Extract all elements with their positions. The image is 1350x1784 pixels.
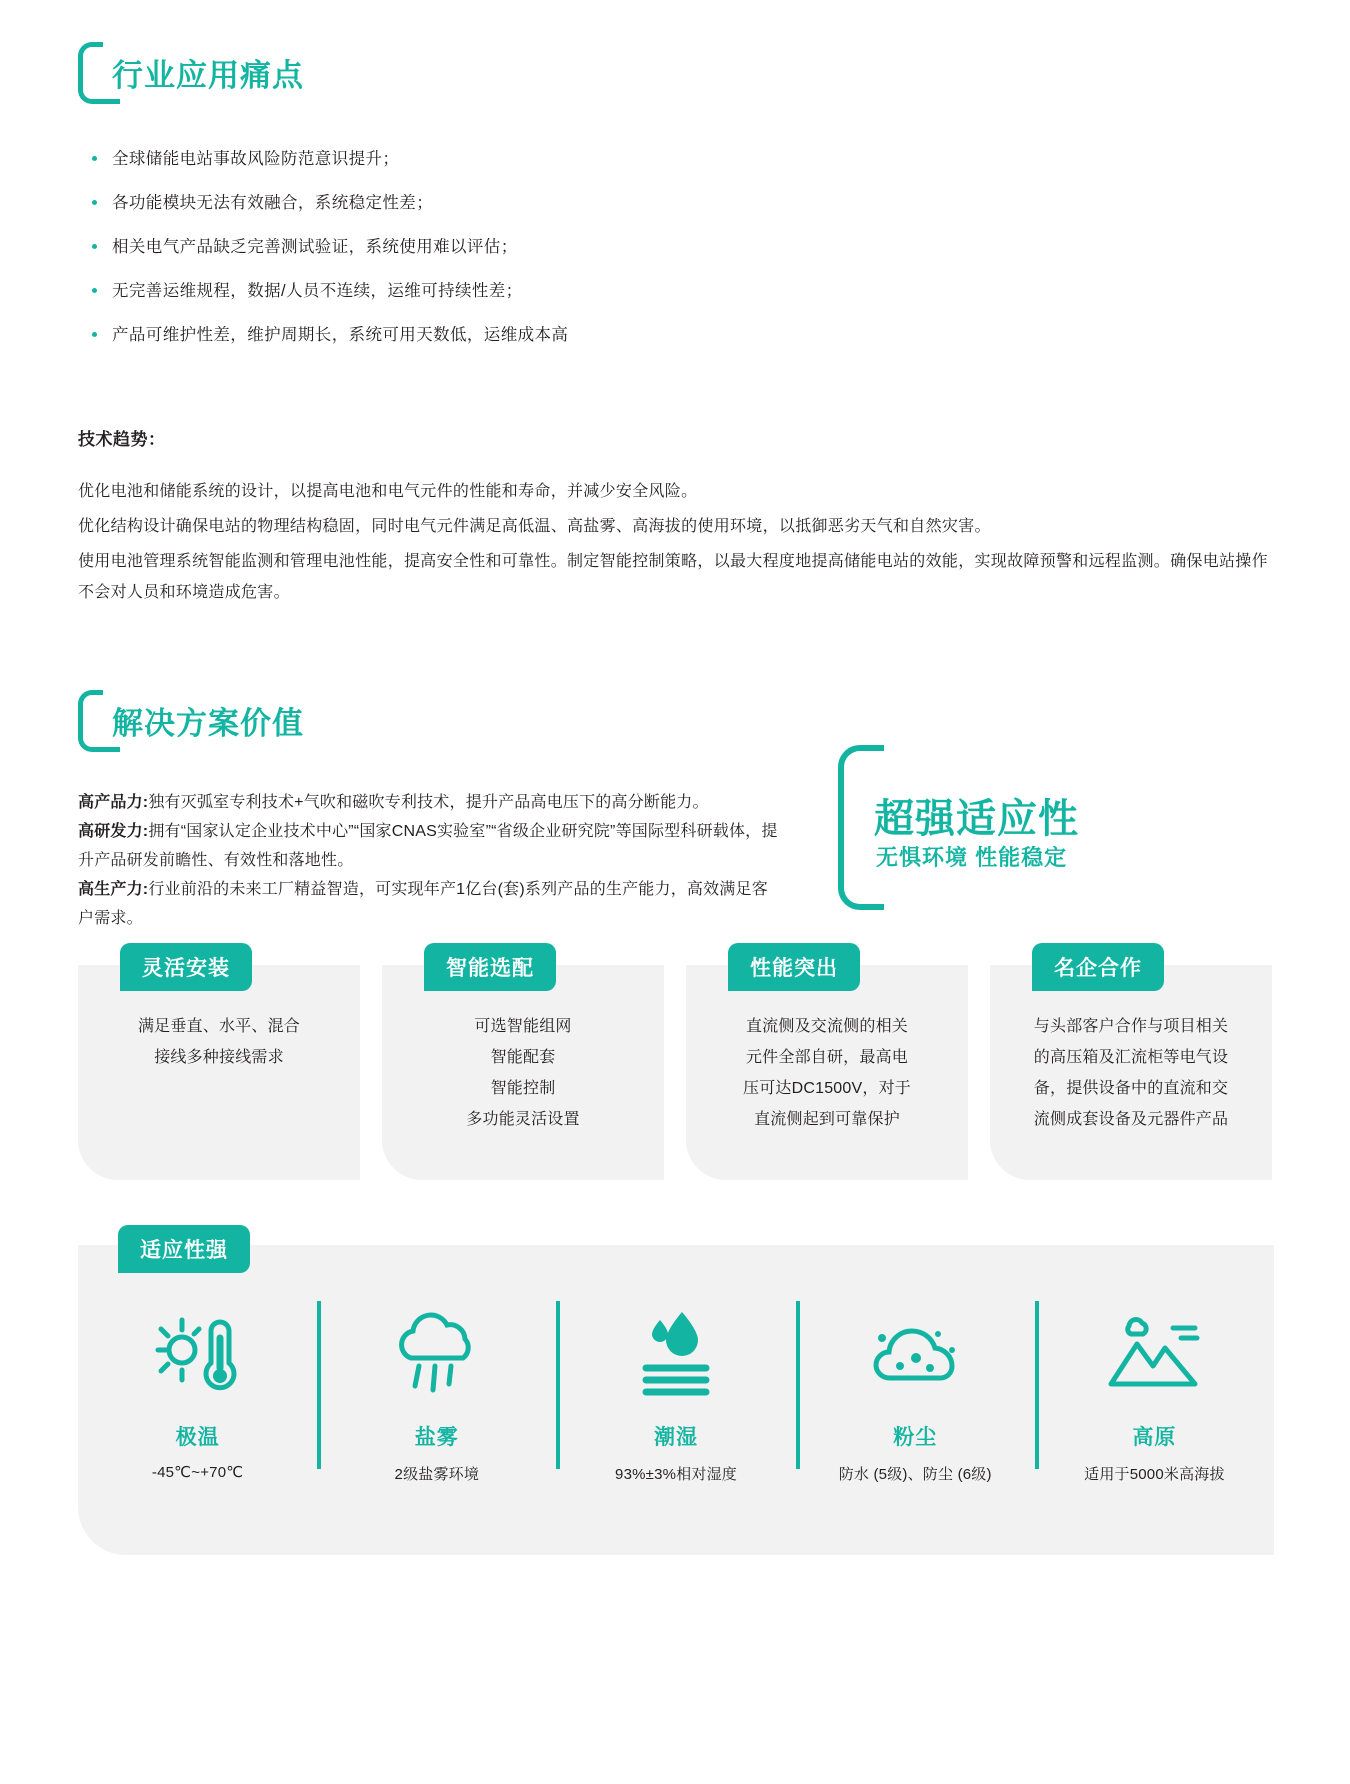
adaptability-item-row [78,1297,1274,1484]
tech-trend-section [78,425,1278,612]
section-title: 解决方案价值 [112,706,304,741]
feature-card-row [78,957,1274,1180]
feature-card-smart-options [382,957,664,1180]
feature-line: 可选智能组网 [474,1018,572,1035]
feature-line: 接线多种接线需求 [154,1049,284,1066]
feature-card-text [1012,1011,1250,1135]
section-title: 行业应用痛点 [112,58,304,93]
feature-line: 智能配套 [490,1049,556,1066]
super-adaptability-badge [838,745,1108,925]
list-item [88,236,1278,258]
feature-card-text [708,1011,946,1135]
solution-value-section [78,690,778,933]
tech-trend-title: 技术趋势： [78,430,166,449]
feature-line: 直流侧及交流侧的相关 [745,1018,908,1035]
feature-card-performance [686,957,968,1180]
adaptability-item-salt-fog [317,1297,556,1484]
adaptability-item-plateau [1035,1297,1274,1484]
pain-points-section [78,42,1278,368]
tech-trend-paragraph: 使用电池管理系统智能监测和管理电池性能，提高安全性和可靠性。制定智能控制策略，以最大程度地提高储能电站的效能，实现故障预警和远程监测。确保电站操作不会对人员和环境造成危害。 [78,553,1268,601]
list-item-text: 产品可维护性差，维护周期长，系统可用天数低，运维成本高 [112,326,569,344]
feature-card-flexible-install [78,957,360,1180]
adaptability-item-name: 高原 [1132,1426,1177,1449]
value-entry-text: 独有灭弧室专利技术+气吹和磁吹专利技术，提升产品高电压下的高分断能力。 [148,794,709,811]
value-entry [78,788,778,817]
feature-line: 流侧成套设备及元器件产品 [1033,1111,1229,1128]
bullet-dot-icon [92,244,97,249]
list-item-text: 无完善运维规程，数据/人员不连续，运维可持续性差； [112,282,523,300]
bullet-dot-icon [92,200,97,205]
list-item [88,148,1278,170]
value-entry-label: 高研发力: [78,823,149,840]
adaptability-item-value: 适用于5000米高海拔 [1084,1466,1225,1483]
bullet-dot-icon [92,288,97,293]
value-entry-label: 高产品力: [78,794,149,811]
adaptability-item-name: 极温 [175,1426,220,1449]
value-entry [78,817,778,875]
bullet-dot-icon [92,156,97,161]
value-entry-text: 拥有“国家认定企业技术中心”“国家CNAS实验室”“省级企业研究院”等国际型科研载体，提升产品研发前瞻性、有效性和落地性。 [78,823,778,869]
feature-line: 与头部客户合作与项目相关 [1033,1018,1229,1035]
feature-card-chip: 名企合作 [1032,943,1164,991]
adaptability-item-name: 盐雾 [414,1426,459,1449]
adaptability-item-dust [796,1297,1035,1484]
feature-card-chip: 智能选配 [424,943,556,991]
adaptability-item-humidity [556,1297,795,1484]
tech-trend-paragraph: 优化结构设计确保电站的物理结构稳固，同时电气元件满足高低温、高盐雾、高海拔的使用环境，以抵御恶劣天气和自然灾害。 [78,518,991,535]
bracket-decoration-icon [78,690,120,752]
adaptability-chip: 适应性强 [118,1225,250,1273]
temperature-icon [86,1297,309,1407]
value-entry [78,875,778,933]
list-item [88,324,1278,346]
feature-line: 多功能灵活设置 [466,1111,580,1128]
feature-card-text [404,1011,642,1135]
list-item [88,192,1278,214]
adaptability-item-name: 粉尘 [893,1426,938,1449]
adaptability-item-temperature [78,1297,317,1484]
feature-line: 满足垂直、水平、混合 [137,1018,300,1035]
adaptability-item-value: -45℃~+70℃ [151,1464,244,1481]
adaptability-item-value: 2级盐雾环境 [394,1466,480,1483]
badge-headline: 超强适应性 [874,797,1079,841]
solution-value-body [78,788,778,933]
adaptability-item-value: 93%±3%相对湿度 [615,1466,737,1483]
adaptability-item-name: 潮湿 [654,1426,698,1449]
adaptability-panel [78,1239,1274,1555]
feature-card-text [100,1011,338,1073]
feature-line: 元件全部自研，最高电 [745,1049,908,1066]
solution-value-heading [78,690,314,754]
pain-points-heading [78,42,314,106]
humidity-icon [564,1297,787,1407]
plateau-icon [1043,1297,1266,1407]
tech-trend-paragraph: 优化电池和储能系统的设计，以提高电池和电气元件的性能和寿命，并减少安全风险。 [78,483,698,500]
feature-line: 压可达DC1500V，对于 [743,1080,911,1097]
list-item [88,280,1278,302]
feature-card-chip: 灵活安装 [120,943,252,991]
feature-line: 的高压箱及汇流柜等电气设 [1033,1049,1229,1066]
list-item-text: 各功能模块无法有效融合，系统稳定性差； [112,194,434,212]
dust-icon [804,1297,1027,1407]
bracket-decoration-icon [78,42,120,104]
value-entry-label: 高生产力: [78,881,149,898]
feature-card-partnership [990,957,1272,1180]
value-entry-text: 行业前沿的未来工厂精益智造，可实现年产1亿台(套)系列产品的生产能力，高效满足客户需求。 [78,881,768,927]
bullet-dot-icon [92,332,97,337]
adaptability-item-value: 防水 (5级)、防尘 (6级) [838,1466,992,1483]
list-item-text: 相关电气产品缺乏完善测试验证，系统使用难以评估； [112,238,518,256]
feature-card-chip: 性能突出 [728,943,860,991]
badge-subline: 无惧环境 性能稳定 [876,845,1068,870]
feature-line: 智能控制 [490,1080,556,1097]
feature-line: 备，提供设备中的直流和交 [1033,1080,1229,1097]
pain-points-list [88,148,1278,346]
list-item-text: 全球储能电站事故风险防范意识提升； [112,150,400,168]
salt-fog-icon [325,1297,548,1407]
feature-line: 直流侧起到可靠保护 [754,1111,900,1128]
